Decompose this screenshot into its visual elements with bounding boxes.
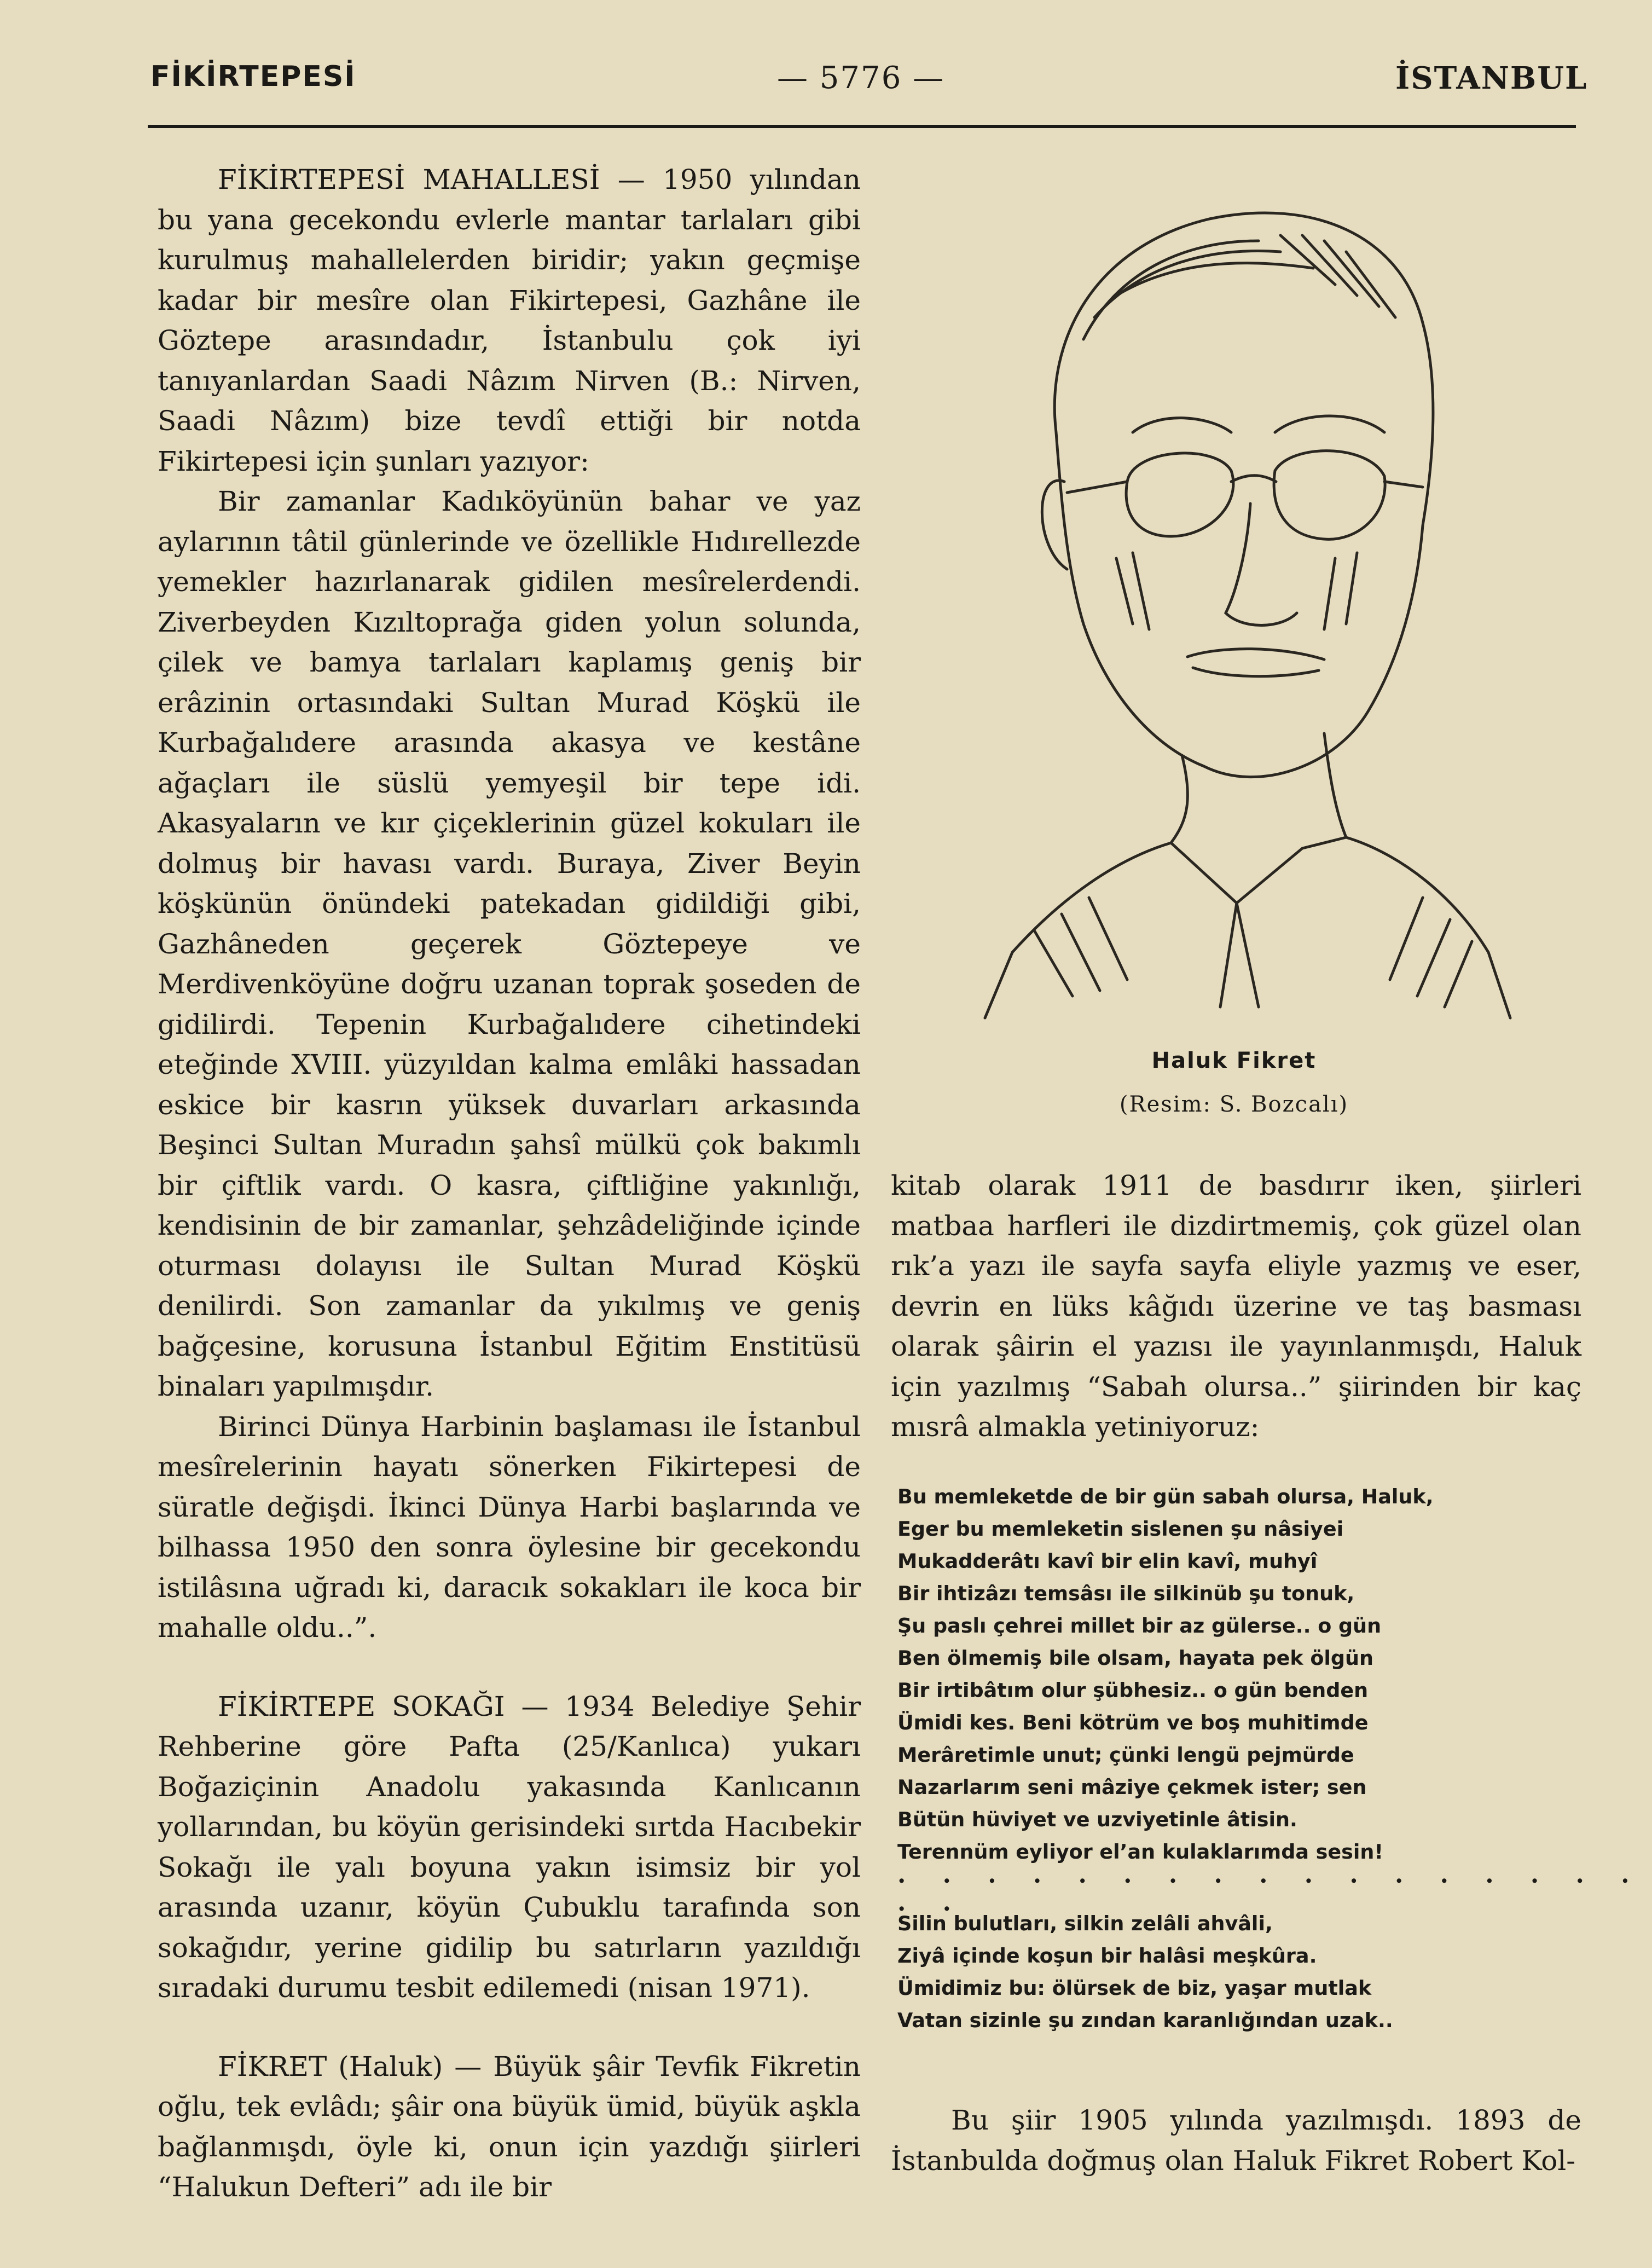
poem-line: Silin bulutları, silkin zelâli ahvâli, — [897, 1912, 1273, 1935]
poem-stanza-2 — [897, 1907, 1576, 2036]
running-header-left: FİKİRTEPESİ — [150, 60, 356, 93]
poem-line: Şu paslı çehrei millet bir az gülerse.. o gün — [897, 1614, 1382, 1638]
poem-line: Eger bu memleketin sislenen şu nâsiyei — [897, 1517, 1344, 1541]
running-header-right: İSTANBUL — [1395, 60, 1588, 96]
entry-heading: FİKRET (Haluk) — [218, 2050, 443, 2082]
closing-text: Bu şiir 1905 yılında yazılmışdı. 1893 de İstanbulda doğmuş olan Haluk Fikret Robert Kol- — [891, 2104, 1581, 2177]
right-column-closing — [891, 2101, 1581, 2181]
header-rule — [148, 125, 1576, 128]
portrait-illustration — [952, 175, 1521, 1029]
left-column — [158, 160, 861, 2208]
entry-fikirtepesi-mahallesi-p1 — [158, 160, 861, 482]
right-column-continuation — [891, 1166, 1581, 1448]
poem-line: Nazarlarım seni mâziye çekmek ister; sen — [897, 1775, 1367, 1799]
poem-line: Vatan sizinle şu zından karanlığından uzak.. — [897, 2009, 1393, 2032]
poem-line: Ziyâ içinde koşun bir halâsi meşkûra. — [897, 1944, 1317, 1968]
entry-fikirtepesi-mahallesi-p3: Birinci Dünya Harbinin başlaması ile İstanbul mesîrelerinin hayatı sönerken Fikirtepesi de süratle değişdi. İkinci Dünya Harbi başlarında ve bilhassa 1950 den sonra öylesine bir gecekondu istilâsına uğradı ki, daracık sokakları ile koca bir mahalle oldu..”. — [158, 1410, 861, 1644]
entry-text: — 1934 Belediye Şehir Rehberine göre Pafta (25/Kanlıca) yukarı Boğaziçinin Anadolu yakasında Kanlıcanın yollarından, bu köyün gerisindeki sırtda Hacıbekir Sokağı ile yalı boyuna yakın isimsiz bir yol arasında uzanır, köyün Çubuklu tarafında son sokağıdır, yerine gidilip bu satırların yazıldığı sıradaki durumu tesbit edilemedi (nisan 1971). — [158, 1690, 861, 2004]
entry-fikirtepe-sokagi — [158, 1687, 861, 2009]
poem-line: Terennüm eyliyor el’an kulaklarımda sesin! — [897, 1840, 1384, 1864]
poem-ellipsis: . . . . . . . . . . . . . . . . . . . — [897, 1861, 1644, 1917]
entry-heading: FİKİRTEPESİ MAHALLESİ — [218, 164, 600, 195]
portrait-caption-credit: (Resim: S. Bozcalı) — [1119, 1092, 1349, 1117]
poem-line: Mukadderâtı kavî bir elin kavî, muhyî — [897, 1549, 1318, 1573]
continuation-text: kitab olarak 1911 de basdırır iken, şiirleri matbaa harfleri ile dizdirtmemiş, çok güzel olan rık’a yazı ile sayfa sayfa eliyle yazmış ve eser, devrin en lüks kâğıdı üzerine ve taş basması olarak şâirin el yazısı ile yayınlanmışdı, Haluk için yazılmış “Sabah olursa..” şiirinden bir kaç mısrâ almakla yetiniyoruz: — [891, 1170, 1581, 1443]
entry-fikirtepesi-mahallesi-p2: Bir zamanlar Kadıköyünün bahar ve yaz aylarının tâtil günlerinde ve özellikle Hıdırellezde yemekler hazırlanarak gidilen mesîrelerdendi. Ziverbeyden Kızıltoprağa giden yolun solunda, çilek ve bamya tarlaları kaplamış geniş bir erâzinin ortasındaki Sultan Murad Köşkü ile Kurbağalıdere arasında akasya ve kestâne ağaçları ile süslü yemyeşil bir tepe idi. Akasyaların ve kır çiçeklerinin güzel kokuları ile dolmuş bir havası vardı. Buraya, Ziver Beyin köşkünün önündeki patekadan gidildiği gibi, Gazhâneden geçerek Göztepeye ve Merdivenköyüne doğru uzanan toprak şoseden de gidilirdi. Tepenin Kurbağalıdere cihetindeki eteğinde XVIII. yüzyıldan kalma emlâki hassadan eskice bir kasrın yüksek duvarları arkasında Beşinci Sultan Muradın şahsî mülkü çok bakımlı bir çiftlik vardı. O kasra, çiftliğine yakınlığı, kendisinin de bir zamanlar, şehzâdeliğinde içinde oturması dolayısı ile Sultan Murad Köşkü denilirdi. Son zamanlar da yıkılmış ve geniş bağçesine, korusuna İstanbul Eğitim Enstitüsü binaları yapılmışdır. — [158, 485, 861, 1402]
poem-line: Ben ölmemiş bile olsam, hayata pek ölgün — [897, 1646, 1374, 1670]
page-number: — 5776 — — [777, 60, 945, 96]
poem-line: Bu memleketde de bir gün sabah olursa, Haluk, — [897, 1485, 1434, 1508]
entry-text: — 1950 yılından bu yana gecekondu evlerle mantar tarlaları gibi kurulmuş mahallelerden biridir; yakın geçmişe kadar bir mesîre olan Fikirtepesi, Gazhâne ile Göztepe arasındadır, İstanbulu çok iyi tanıyanlardan Saadi Nâzım Nirven (B.: Nirven, Saadi Nâzım) bize tevdî ettiği bir notda Fikirtepesi için şunları yazıyor: — [158, 164, 861, 477]
portrait-caption-name: Haluk Fikret — [1151, 1048, 1317, 1073]
poem-line: Bir irtibâtım olur şübhesiz.. o gün benden — [897, 1679, 1369, 1702]
poem-line: Ümidimiz bu: ölürsek de biz, yaşar mutlak — [897, 1976, 1372, 2000]
poem-line: Bütün hüviyet ve uzviyetinle âtisin. — [897, 1808, 1297, 1831]
entry-heading: FİKİRTEPE SOKAĞI — [218, 1690, 505, 1722]
poem-line: Bir ihtizâzı temsâsı ile silkinüb şu tonuk, — [897, 1582, 1355, 1605]
poem-line: Merâretimle unut; çünki lengü pejmürde — [897, 1743, 1354, 1767]
entry-text: — Büyük şâir Tevfik Fikretin oğlu, tek evlâdı; şâir ona büyük ümid, büyük aşkla bağlanmışdı, öyle ki, onun için yazdığı şiirleri “Halukun Defteri” adı ile bir — [158, 2050, 861, 2203]
poem-stanza-1 — [897, 1480, 1576, 1868]
entry-fikret-haluk — [158, 2047, 861, 2208]
poem-line: Ümidi kes. Beni kötrüm ve boş muhitimde — [897, 1711, 1369, 1734]
